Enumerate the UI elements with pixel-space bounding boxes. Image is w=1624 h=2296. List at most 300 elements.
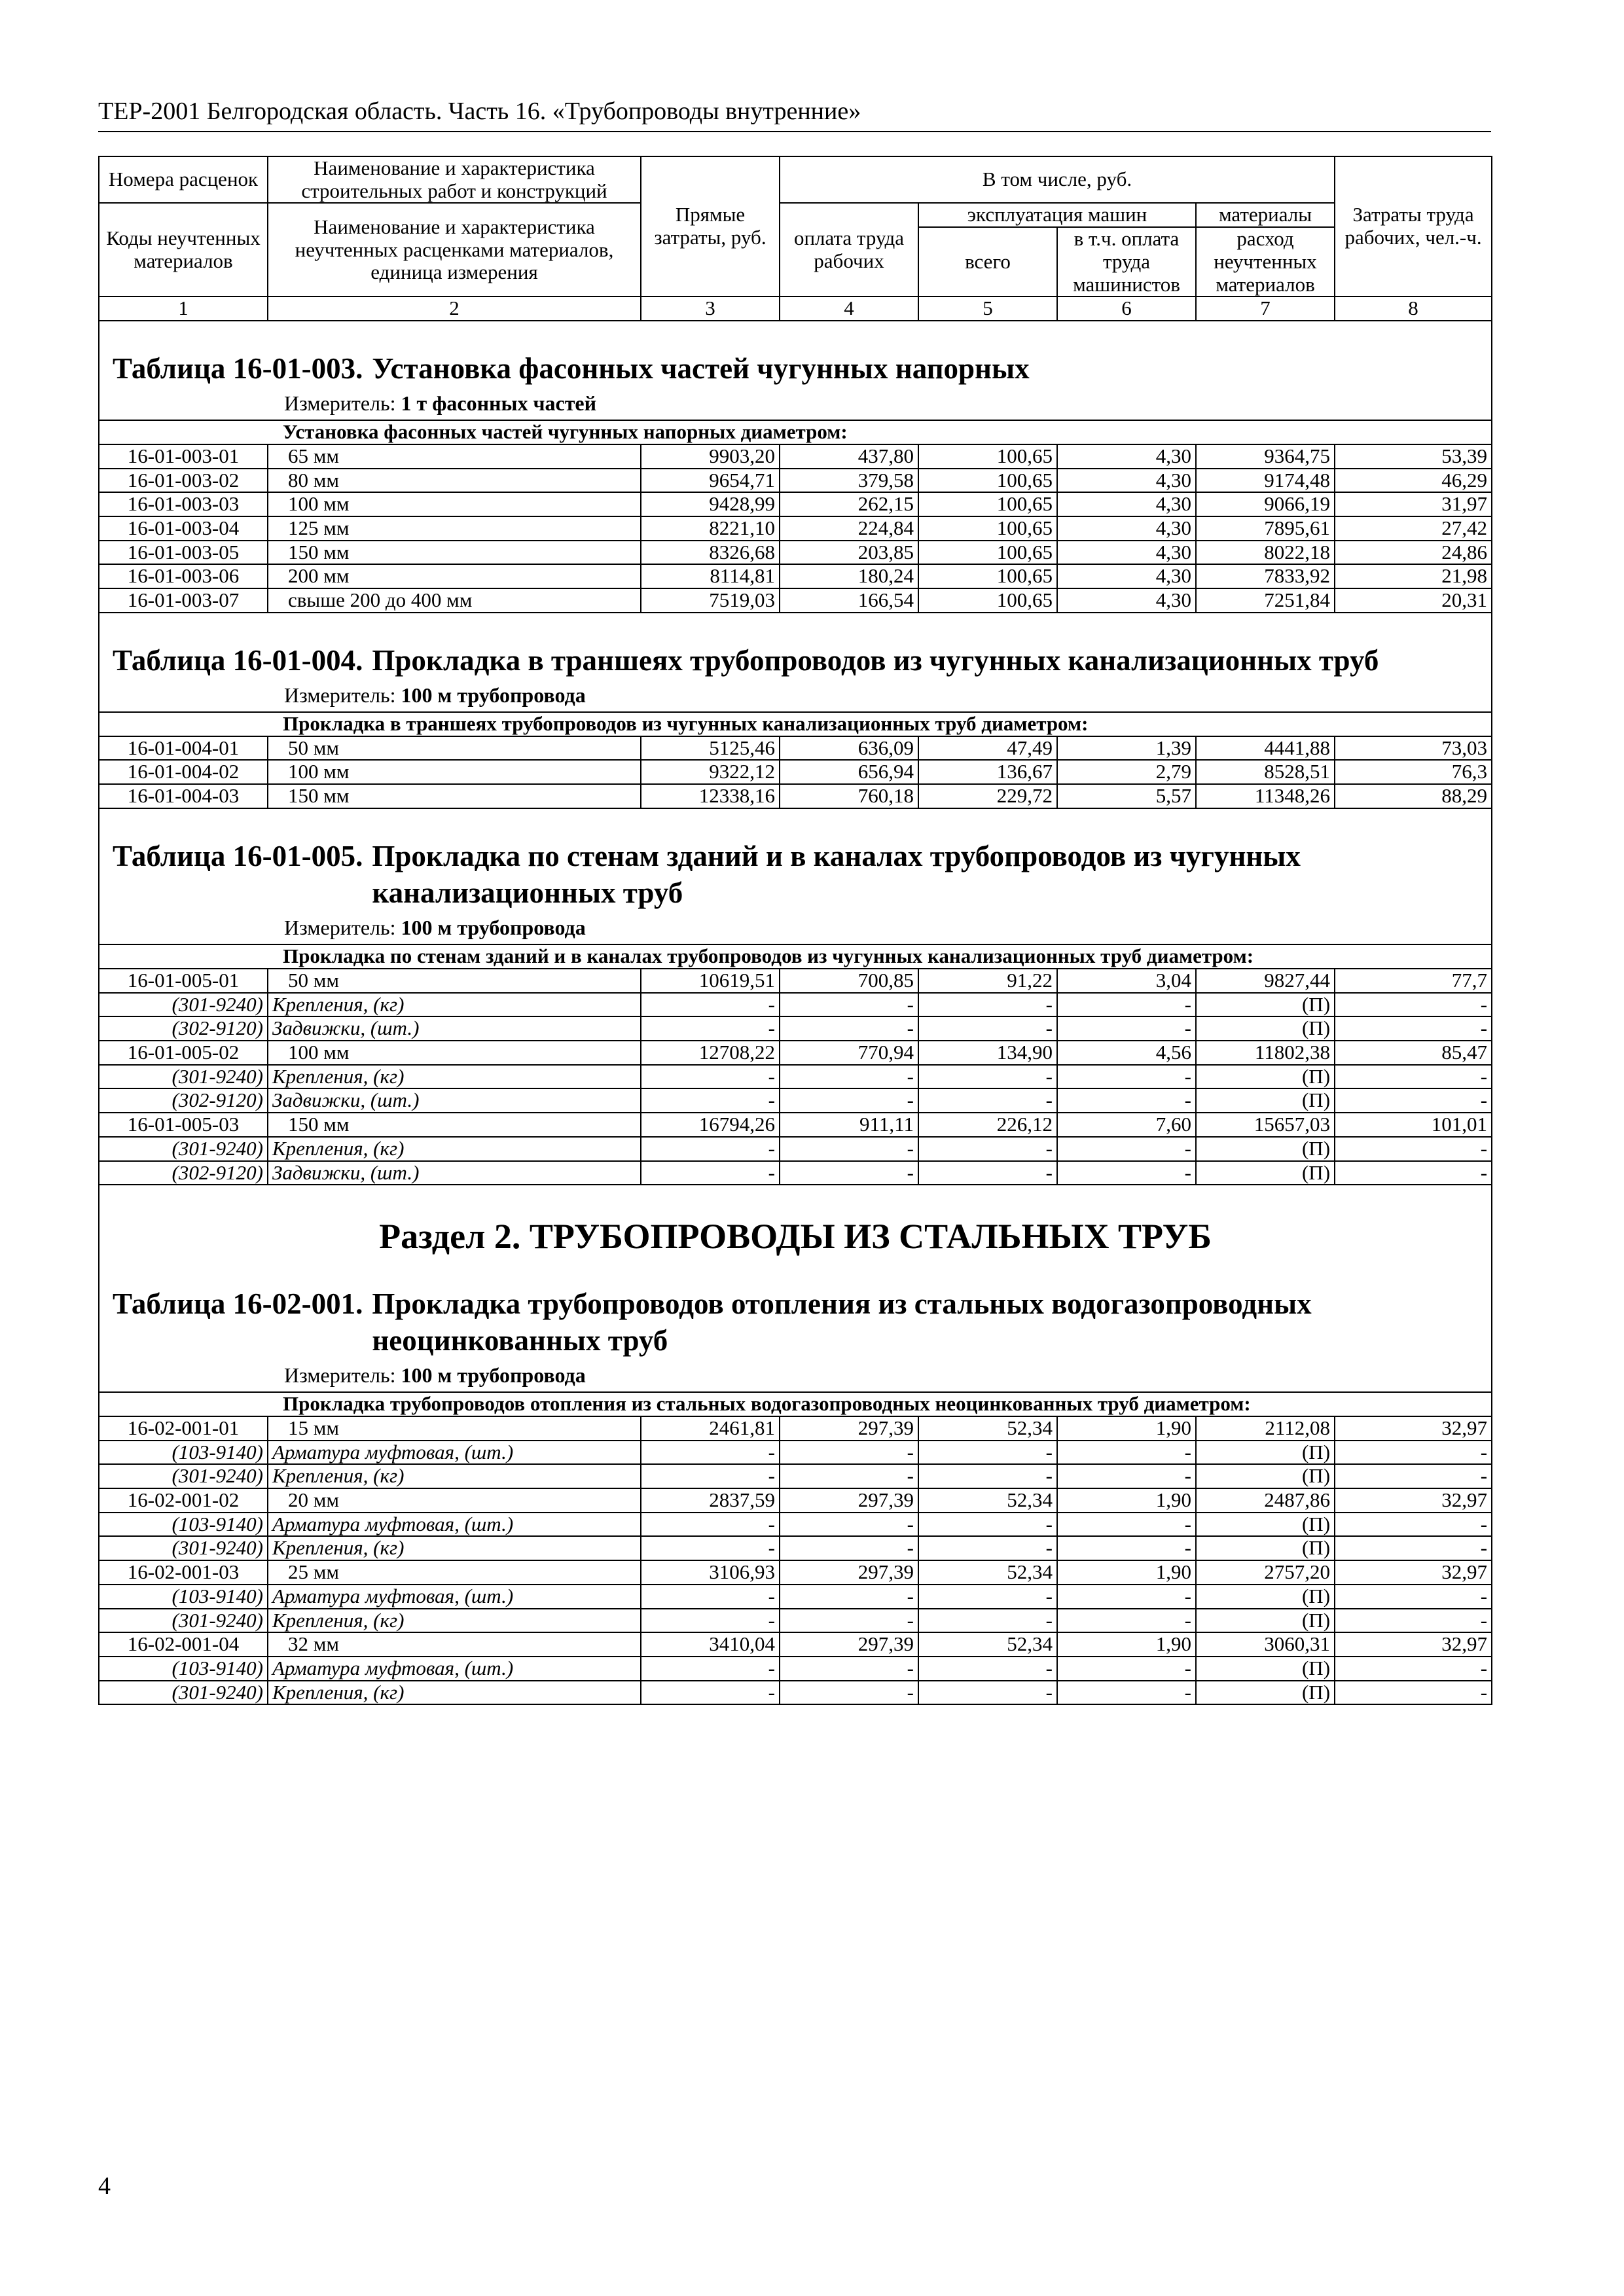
value-c3: 8326,68 (641, 541, 780, 565)
value-c4: 770,94 (780, 1041, 918, 1065)
rate-name: 150 мм (268, 1113, 641, 1137)
material-row (99, 1464, 1492, 1488)
header-col1-bottom: Коды неучтенных материалов (99, 203, 268, 296)
material-row (99, 1536, 1492, 1560)
value-c8: - (1335, 1161, 1492, 1185)
value-c7: (П) (1196, 1513, 1335, 1537)
value-c3: - (641, 1088, 780, 1113)
value-c4: 224,84 (780, 516, 918, 541)
value-c6: - (1057, 1441, 1196, 1465)
value-c7: 2487,86 (1196, 1488, 1335, 1513)
value-c8: - (1335, 1657, 1492, 1681)
value-c6: - (1057, 1681, 1196, 1705)
table-row (99, 444, 1492, 469)
header-col2-bottom: Наименование и характеристика неучтенных расценками материалов, единица измерения (268, 203, 641, 296)
material-code: (103-9140) (99, 1513, 268, 1537)
table-label: Таблица 16-01-003. (113, 352, 363, 386)
value-c7: 11802,38 (1196, 1041, 1335, 1065)
material-row (99, 1137, 1492, 1161)
material-name: Крепления, (кг) (268, 1464, 641, 1488)
unit-label: Измеритель: (284, 916, 396, 940)
value-c5: 136,67 (918, 760, 1057, 784)
value-c6: 1,90 (1057, 1632, 1196, 1657)
value-c4: - (780, 1088, 918, 1113)
material-name: Задвижки, (шт.) (268, 1016, 641, 1041)
rate-code: 16-01-003-05 (99, 541, 268, 565)
value-c7: 3060,31 (1196, 1632, 1335, 1657)
value-c3: 5125,46 (641, 736, 780, 761)
value-c8: - (1335, 1536, 1492, 1560)
material-name: Крепления, (кг) (268, 1065, 641, 1089)
header-col4: оплата труда рабочих (780, 203, 918, 296)
value-c7: (П) (1196, 1657, 1335, 1681)
rate-code: 16-01-005-01 (99, 969, 268, 993)
rate-name: 50 мм (268, 736, 641, 761)
value-c8: - (1335, 1088, 1492, 1113)
value-c4: 297,39 (780, 1416, 918, 1441)
material-row (99, 1441, 1492, 1465)
table-title (99, 613, 1491, 684)
value-c3: 9903,20 (641, 444, 780, 469)
material-name: Арматура муфтовая, (шт.) (268, 1585, 641, 1609)
value-c4: 297,39 (780, 1488, 918, 1513)
material-code: (301-9240) (99, 1536, 268, 1560)
table-unit (99, 684, 1491, 711)
table-title-text: Прокладка по стенам зданий и в каналах трубопроводов из чугунных канализационных труб (372, 839, 1301, 910)
table-label: Таблица 16-01-004. (113, 643, 363, 677)
table-title-text: Установка фасонных частей чугунных напорных (372, 352, 1030, 386)
table-row (99, 1416, 1492, 1441)
value-c8: 27,42 (1335, 516, 1492, 541)
table-heading-cell (99, 321, 1492, 420)
value-c4: - (780, 1585, 918, 1609)
value-c3: 8114,81 (641, 564, 780, 588)
material-name: Крепления, (кг) (268, 1536, 641, 1560)
group-label: Установка фасонных частей чугунных напорных диаметром: (99, 420, 1492, 444)
table-unit (99, 1364, 1491, 1391)
value-c8: - (1335, 1065, 1492, 1089)
table-row (99, 516, 1492, 541)
value-c8: - (1335, 1513, 1492, 1537)
table-title-text: Прокладка в траншеях трубопроводов из чугунных канализационных труб (372, 643, 1379, 677)
value-c4: - (780, 1609, 918, 1633)
value-c4: 180,24 (780, 564, 918, 588)
value-c6: - (1057, 1657, 1196, 1681)
material-name: Крепления, (кг) (268, 1681, 641, 1705)
material-code: (302-9120) (99, 1161, 268, 1185)
value-c8: - (1335, 1441, 1492, 1465)
rate-code: 16-01-003-02 (99, 469, 268, 493)
rate-code: 16-02-001-01 (99, 1416, 268, 1441)
value-c7: (П) (1196, 1088, 1335, 1113)
rate-code: 16-02-001-04 (99, 1632, 268, 1657)
value-c6: - (1057, 1513, 1196, 1537)
material-name: Арматура муфтовая, (шт.) (268, 1657, 641, 1681)
value-c7: (П) (1196, 1585, 1335, 1609)
unit-value: 100 м трубопровода (401, 683, 586, 708)
group-row (99, 420, 1492, 444)
material-code: (103-9140) (99, 1657, 268, 1681)
header-num: 3 (641, 296, 780, 321)
value-c4: 437,80 (780, 444, 918, 469)
value-c4: 262,15 (780, 492, 918, 516)
material-code: (302-9120) (99, 1088, 268, 1113)
value-c8: 53,39 (1335, 444, 1492, 469)
value-c5: - (918, 1681, 1057, 1705)
value-c3: 3106,93 (641, 1560, 780, 1585)
value-c6: - (1057, 1585, 1196, 1609)
rate-name: 200 мм (268, 564, 641, 588)
rate-code: 16-01-004-02 (99, 760, 268, 784)
table-row (99, 541, 1492, 565)
material-code: (301-9240) (99, 1137, 268, 1161)
value-c3: - (641, 1513, 780, 1537)
value-c7: 8528,51 (1196, 760, 1335, 784)
value-c3: 2837,59 (641, 1488, 780, 1513)
value-c8: 88,29 (1335, 784, 1492, 808)
value-c6: - (1057, 1161, 1196, 1185)
value-c7: (П) (1196, 1016, 1335, 1041)
value-c5: - (918, 1065, 1057, 1089)
value-c5: - (918, 1016, 1057, 1041)
value-c5: 47,49 (918, 736, 1057, 761)
table-row (99, 1560, 1492, 1585)
table-label: Таблица 16-01-005. (113, 839, 363, 872)
value-c6: - (1057, 1065, 1196, 1089)
material-name: Крепления, (кг) (268, 993, 641, 1017)
table-heading-row (99, 321, 1492, 420)
rate-name: 50 мм (268, 969, 641, 993)
value-c5: 52,34 (918, 1416, 1057, 1441)
value-c3: 9428,99 (641, 492, 780, 516)
rate-name: 150 мм (268, 784, 641, 808)
value-c6: 4,30 (1057, 588, 1196, 613)
group-label: Прокладка трубопроводов отопления из стальных водогазопроводных неоцинкованных труб диаметром: (99, 1392, 1492, 1416)
value-c5: 52,34 (918, 1560, 1057, 1585)
value-c5: - (918, 1137, 1057, 1161)
rate-name: 65 мм (268, 444, 641, 469)
material-code: (301-9240) (99, 1065, 268, 1089)
header-num: 1 (99, 296, 268, 321)
value-c3: - (641, 1585, 780, 1609)
header-col3: Прямые затраты, руб. (641, 156, 780, 296)
table-row (99, 1632, 1492, 1657)
value-c6: 1,90 (1057, 1416, 1196, 1441)
value-c8: - (1335, 1137, 1492, 1161)
value-c8: 46,29 (1335, 469, 1492, 493)
rate-name: 100 мм (268, 1041, 641, 1065)
value-c3: - (641, 1464, 780, 1488)
value-c3: - (641, 1016, 780, 1041)
value-c3: - (641, 1681, 780, 1705)
table-heading-row (99, 1185, 1492, 1392)
rate-code: 16-01-003-06 (99, 564, 268, 588)
value-c7: 2112,08 (1196, 1416, 1335, 1441)
value-c8: - (1335, 1609, 1492, 1633)
value-c3: 9322,12 (641, 760, 780, 784)
table-heading-cell (99, 808, 1492, 944)
group-label: Прокладка в траншеях трубопроводов из чугунных канализационных труб диаметром: (99, 712, 1492, 736)
value-c5: - (918, 1585, 1057, 1609)
rate-code: 16-01-004-01 (99, 736, 268, 761)
value-c6: 4,30 (1057, 444, 1196, 469)
value-c7: 8022,18 (1196, 541, 1335, 565)
value-c8: 101,01 (1335, 1113, 1492, 1137)
material-name: Задвижки, (шт.) (268, 1161, 641, 1185)
page-number: 4 (98, 2172, 111, 2200)
value-c3: 12338,16 (641, 784, 780, 808)
value-c7: (П) (1196, 1137, 1335, 1161)
header-col2-top: Наименование и характеристика строительных работ и конструкций (268, 156, 641, 203)
value-c3: 7519,03 (641, 588, 780, 613)
value-c6: - (1057, 1088, 1196, 1113)
rate-code: 16-01-003-07 (99, 588, 268, 613)
table-row (99, 1041, 1492, 1065)
value-c5: 100,65 (918, 492, 1057, 516)
header-col7: расход неучтенных материалов (1196, 227, 1335, 296)
value-c4: 203,85 (780, 541, 918, 565)
group-label: Прокладка по стенам зданий и в каналах трубопроводов из чугунных канализационных труб диаметром: (99, 944, 1492, 969)
table-heading-cell (99, 613, 1492, 712)
value-c5: 229,72 (918, 784, 1057, 808)
group-row (99, 712, 1492, 736)
value-c7: (П) (1196, 1536, 1335, 1560)
table-unit (99, 392, 1491, 420)
value-c8: 76,3 (1335, 760, 1492, 784)
value-c4: - (780, 1513, 918, 1537)
value-c4: 297,39 (780, 1632, 918, 1657)
table-row (99, 564, 1492, 588)
value-c4: 166,54 (780, 588, 918, 613)
value-c4: - (780, 1657, 918, 1681)
value-c7: 7251,84 (1196, 588, 1335, 613)
value-c4: - (780, 1161, 918, 1185)
table-label: Таблица 16-02-001. (113, 1287, 363, 1320)
value-c7: (П) (1196, 1441, 1335, 1465)
value-c7: 9174,48 (1196, 469, 1335, 493)
value-c6: 4,30 (1057, 469, 1196, 493)
value-c8: - (1335, 1585, 1492, 1609)
rate-code: 16-01-003-01 (99, 444, 268, 469)
table-row (99, 469, 1492, 493)
value-c3: 16794,26 (641, 1113, 780, 1137)
value-c7: 7895,61 (1196, 516, 1335, 541)
value-c6: - (1057, 1016, 1196, 1041)
table-title (99, 809, 1491, 917)
value-c4: 636,09 (780, 736, 918, 761)
header-machines: эксплуатация машин (918, 203, 1196, 227)
value-c6: 4,30 (1057, 541, 1196, 565)
material-row (99, 1161, 1492, 1185)
value-c5: - (918, 1441, 1057, 1465)
value-c5: 91,22 (918, 969, 1057, 993)
table-heading-cell (99, 1185, 1492, 1392)
header-num: 7 (1196, 296, 1335, 321)
material-code: (302-9120) (99, 1016, 268, 1041)
section-title: Раздел 2. ТРУБОПРОВОДЫ ИЗ СТАЛЬНЫХ ТРУБ (379, 1217, 1212, 1257)
value-c4: - (780, 1536, 918, 1560)
material-row (99, 1681, 1492, 1705)
table-row (99, 588, 1492, 613)
value-c3: 3410,04 (641, 1632, 780, 1657)
table-row (99, 492, 1492, 516)
rate-name: 32 мм (268, 1632, 641, 1657)
rate-name: 20 мм (268, 1488, 641, 1513)
value-c8: 73,03 (1335, 736, 1492, 761)
value-c5: - (918, 1609, 1057, 1633)
value-c6: 1,90 (1057, 1560, 1196, 1585)
material-name: Арматура муфтовая, (шт.) (268, 1513, 641, 1537)
rate-code: 16-01-005-02 (99, 1041, 268, 1065)
unit-value: 1 т фасонных частей (401, 391, 597, 416)
table-unit (99, 916, 1491, 944)
value-c3: - (641, 1536, 780, 1560)
value-c3: 10619,51 (641, 969, 780, 993)
value-c6: 3,04 (1057, 969, 1196, 993)
value-c6: 1,90 (1057, 1488, 1196, 1513)
header-num: 8 (1335, 296, 1492, 321)
value-c8: 32,97 (1335, 1488, 1492, 1513)
value-c6: - (1057, 1464, 1196, 1488)
material-code: (301-9240) (99, 1681, 268, 1705)
value-c4: 700,85 (780, 969, 918, 993)
rate-name: 150 мм (268, 541, 641, 565)
rate-name: 15 мм (268, 1416, 641, 1441)
value-c6: - (1057, 993, 1196, 1017)
value-c5: - (918, 1088, 1057, 1113)
table-row (99, 1113, 1492, 1137)
value-c6: - (1057, 1137, 1196, 1161)
material-row (99, 1657, 1492, 1681)
value-c4: - (780, 993, 918, 1017)
value-c8: 20,31 (1335, 588, 1492, 613)
rate-name: 80 мм (268, 469, 641, 493)
value-c7: (П) (1196, 993, 1335, 1017)
value-c8: 31,97 (1335, 492, 1492, 516)
value-c4: 297,39 (780, 1560, 918, 1585)
material-code: (103-9140) (99, 1585, 268, 1609)
value-c3: 8221,10 (641, 516, 780, 541)
table-title (99, 1257, 1491, 1365)
value-c7: (П) (1196, 1161, 1335, 1185)
value-c5: 226,12 (918, 1113, 1057, 1137)
value-c6: 5,57 (1057, 784, 1196, 808)
rate-code: 16-01-003-04 (99, 516, 268, 541)
value-c7: 11348,26 (1196, 784, 1335, 808)
value-c7: 2757,20 (1196, 1560, 1335, 1585)
unit-label: Измеритель: (284, 1363, 396, 1388)
material-row (99, 1065, 1492, 1089)
header-materials: материалы (1196, 203, 1335, 227)
value-c4: - (780, 1065, 918, 1089)
value-c5: - (918, 1513, 1057, 1537)
table-row (99, 760, 1492, 784)
value-c8: 32,97 (1335, 1416, 1492, 1441)
value-c8: - (1335, 1464, 1492, 1488)
group-row (99, 1392, 1492, 1416)
value-c7: 7833,92 (1196, 564, 1335, 588)
value-c7: 4441,88 (1196, 736, 1335, 761)
table-title-text: Прокладка трубопроводов отопления из стальных водогазопроводных неоцинкованных труб (372, 1287, 1312, 1357)
value-c5: - (918, 1657, 1057, 1681)
material-name: Крепления, (кг) (268, 1137, 641, 1161)
rate-name: 125 мм (268, 516, 641, 541)
rate-code: 16-01-004-03 (99, 784, 268, 808)
unit-label: Измеритель: (284, 683, 396, 708)
value-c5: 134,90 (918, 1041, 1057, 1065)
value-c3: - (641, 1161, 780, 1185)
table-heading-row (99, 808, 1492, 944)
material-name: Арматура муфтовая, (шт.) (268, 1441, 641, 1465)
rate-name: 100 мм (268, 760, 641, 784)
price-table (98, 156, 1492, 1705)
rate-code: 16-01-003-03 (99, 492, 268, 516)
table-heading-row (99, 613, 1492, 712)
value-c8: 32,97 (1335, 1560, 1492, 1585)
value-c3: - (641, 1609, 780, 1633)
value-c3: - (641, 993, 780, 1017)
value-c5: 100,65 (918, 444, 1057, 469)
header-col8: Затраты труда рабочих, чел.-ч. (1335, 156, 1492, 296)
header-row-2 (99, 203, 1492, 227)
value-c8: 21,98 (1335, 564, 1492, 588)
value-c6: - (1057, 1609, 1196, 1633)
value-c8: 85,47 (1335, 1041, 1492, 1065)
value-c4: 379,58 (780, 469, 918, 493)
value-c7: 9066,19 (1196, 492, 1335, 516)
rate-name: свыше 200 до 400 мм (268, 588, 641, 613)
value-c3: 2461,81 (641, 1416, 780, 1441)
table-title (99, 321, 1491, 392)
value-c5: 52,34 (918, 1632, 1057, 1657)
value-c8: 24,86 (1335, 541, 1492, 565)
header-numbers-row (99, 296, 1492, 321)
value-c8: - (1335, 1016, 1492, 1041)
rate-name: 100 мм (268, 492, 641, 516)
value-c8: - (1335, 1681, 1492, 1705)
value-c5: 100,65 (918, 588, 1057, 613)
value-c4: 911,11 (780, 1113, 918, 1137)
value-c7: (П) (1196, 1681, 1335, 1705)
value-c5: 100,65 (918, 469, 1057, 493)
value-c8: 77,7 (1335, 969, 1492, 993)
value-c5: 100,65 (918, 516, 1057, 541)
header-col5: всего (918, 227, 1057, 296)
value-c5: - (918, 1536, 1057, 1560)
table-row (99, 784, 1492, 808)
material-code: (301-9240) (99, 1464, 268, 1488)
header-col6: в т.ч. оплата труда машинистов (1057, 227, 1196, 296)
header-incl: В том числе, руб. (780, 156, 1335, 203)
material-code: (301-9240) (99, 1609, 268, 1633)
value-c7: 15657,03 (1196, 1113, 1335, 1137)
material-row (99, 1609, 1492, 1633)
value-c6: 4,30 (1057, 564, 1196, 588)
rate-name: 25 мм (268, 1560, 641, 1585)
value-c4: - (780, 1464, 918, 1488)
unit-value: 100 м трубопровода (401, 916, 586, 940)
table-body (99, 156, 1492, 1704)
value-c4: - (780, 1681, 918, 1705)
value-c6: - (1057, 1536, 1196, 1560)
rate-code: 16-02-001-02 (99, 1488, 268, 1513)
value-c5: 100,65 (918, 564, 1057, 588)
value-c3: - (641, 1065, 780, 1089)
value-c7: (П) (1196, 1065, 1335, 1089)
value-c3: - (641, 1657, 780, 1681)
material-name: Крепления, (кг) (268, 1609, 641, 1633)
rate-code: 16-02-001-03 (99, 1560, 268, 1585)
